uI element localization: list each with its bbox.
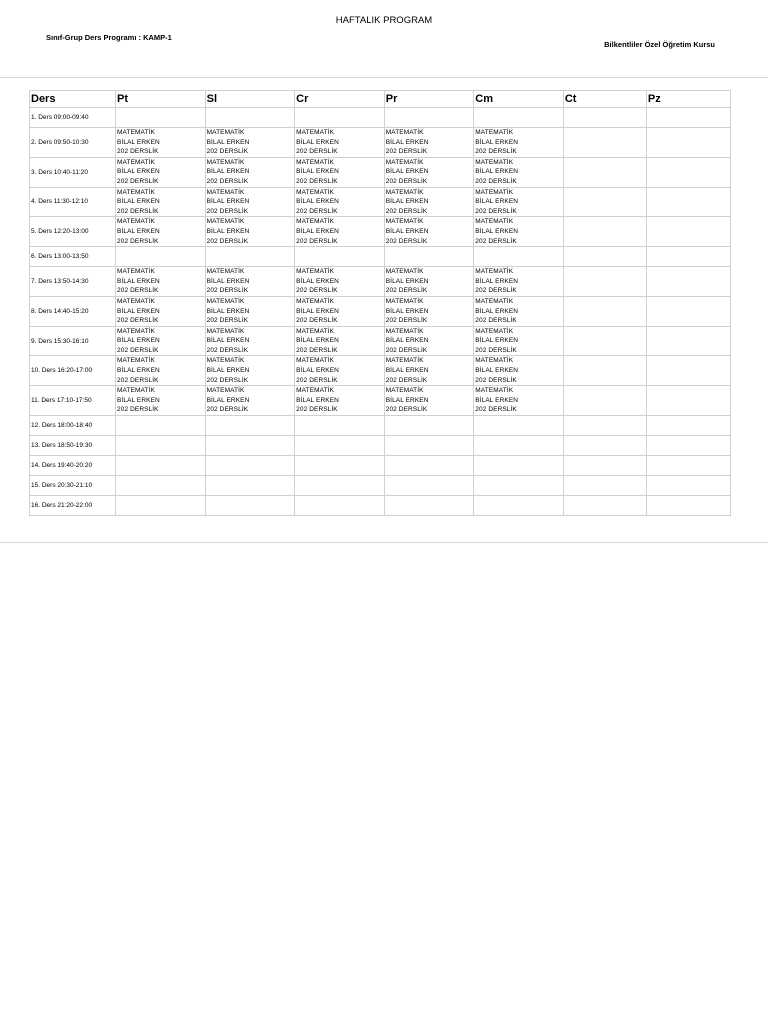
schedule-cell-pt	[116, 356, 206, 386]
lesson-teacher: BİLAL ERKEN	[206, 337, 250, 345]
lesson-room: 202 DERSLİK	[475, 406, 517, 414]
lesson-room: 202 DERSLİK	[296, 177, 338, 185]
schedule-cell-ct	[563, 386, 646, 416]
lesson-teacher: BİLAL ERKEN	[385, 396, 429, 404]
table-row	[30, 386, 731, 416]
schedule-cell-cr	[295, 157, 385, 187]
table-row	[30, 326, 731, 356]
schedule-cell-ct	[563, 456, 646, 476]
schedule-cell-cr	[295, 217, 385, 247]
lesson-slot: 15. Ders 20:30-21:10	[30, 476, 116, 496]
lesson-room: 202 DERSLİK	[206, 406, 249, 414]
lesson-room: 202 DERSLİK	[475, 376, 517, 384]
lesson-teacher: BİLAL ERKEN	[296, 138, 339, 146]
schedule-cell-sl	[205, 356, 295, 386]
schedule-cell-pr	[384, 386, 474, 416]
schedule-cell-pz	[646, 296, 730, 326]
lesson-teacher: BİLAL ERKEN	[475, 277, 519, 285]
lesson-room: 202 DERSLİK	[475, 237, 517, 245]
schedule-cell-cm	[474, 187, 564, 217]
schedule-cell-cm	[474, 476, 564, 496]
lesson-teacher: BİLAL ERKEN	[117, 168, 160, 176]
lesson-room: 202 DERSLİK	[117, 207, 159, 215]
schedule-cell-sl	[205, 496, 295, 516]
schedule-cell-cm	[474, 356, 564, 386]
schedule-cell-pr	[384, 247, 474, 267]
lesson-room: 202 DERSLİK	[206, 148, 249, 156]
lesson-room: 202 DERSLİK	[206, 177, 249, 185]
schedule-cell-cr	[295, 267, 385, 297]
schedule-cell-cr	[295, 108, 385, 128]
schedule-cell-pz	[646, 416, 730, 436]
schedule-cell-cr	[295, 416, 385, 436]
lesson-subject: MATEMATİK	[206, 129, 245, 136]
lesson-subject: MATEMATİK	[117, 158, 155, 166]
lesson-subject: MATEMATİK	[475, 297, 514, 305]
lesson-teacher: BİLAL ERKEN	[206, 198, 250, 206]
schedule-cell-cm	[474, 456, 564, 476]
schedule-cell-cr	[295, 187, 385, 217]
schedule-cell-pz	[646, 476, 730, 496]
schedule-cell-pz	[646, 247, 730, 267]
lesson-subject: MATEMATİK	[475, 158, 514, 166]
schedule-cell-cr	[295, 476, 385, 496]
lesson-subject: MATEMATİK	[296, 297, 335, 305]
lesson-subject: MATEMATİK	[385, 297, 424, 305]
lesson-slot: 13. Ders 18:50-19:30	[30, 436, 116, 456]
header-row	[30, 91, 731, 108]
lesson-room: 202 DERSLİK	[117, 346, 159, 354]
table-row	[30, 157, 731, 187]
schedule-cell-cr	[295, 128, 385, 158]
schedule-cell-pr	[384, 416, 474, 436]
schedule-cell-sl	[205, 476, 295, 496]
lesson-teacher: BİLAL ERKEN	[296, 198, 339, 206]
schedule-cell-pz	[646, 157, 730, 187]
lesson-teacher: BİLAL ERKEN	[296, 277, 339, 285]
column-header-cm: Cm	[474, 91, 564, 108]
lesson-subject: MATEMATİK	[206, 357, 245, 365]
lesson-teacher: BİLAL ERKEN	[385, 307, 429, 315]
lesson-subject: MATEMATİK	[385, 357, 424, 365]
table-row	[30, 496, 731, 516]
schedule-cell-pz	[646, 496, 730, 516]
schedule-cell-sl	[205, 416, 295, 436]
lesson-room: 202 DERSLİK	[117, 376, 159, 384]
table-row	[30, 187, 731, 217]
lesson-slot: 4. Ders 11:30-12:10	[30, 187, 116, 217]
schedule-cell-pt	[116, 247, 206, 267]
institution-name: Bilkentliler Özel Öğretim Kursu	[604, 40, 715, 49]
lesson-subject: MATEMATİK	[206, 297, 245, 305]
schedule-cell-sl	[205, 436, 295, 456]
lesson-subject: MATEMATİK	[296, 129, 335, 136]
divider-top	[0, 77, 768, 78]
lesson-teacher: BİLAL ERKEN	[385, 168, 429, 176]
lesson-subject: MATEMATİK	[385, 327, 424, 335]
lesson-slot: 9. Ders 15:30-16:10	[30, 326, 116, 356]
lesson-subject: MATEMATİK	[206, 327, 245, 335]
table-row	[30, 456, 731, 476]
lesson-teacher: BİLAL ERKEN	[117, 367, 160, 375]
lesson-subject: MATEMATİK	[117, 188, 155, 196]
table-row	[30, 217, 731, 247]
lesson-subject: MATEMATİK	[475, 129, 514, 136]
schedule-cell-pz	[646, 436, 730, 456]
lesson-teacher: BİLAL ERKEN	[206, 277, 250, 285]
lesson-subject: MATEMATİK	[475, 188, 514, 196]
schedule-cell-pr	[384, 187, 474, 217]
lesson-slot: 12. Ders 18:00-18:40	[30, 416, 116, 436]
schedule-cell-pz	[646, 128, 730, 158]
lesson-room: 202 DERSLİK	[385, 346, 428, 354]
schedule-cell-cr	[295, 326, 385, 356]
schedule-cell-pt	[116, 456, 206, 476]
lesson-room: 202 DERSLİK	[296, 346, 338, 354]
lesson-subject: MATEMATİK	[117, 129, 155, 136]
lesson-room: 202 DERSLİK	[117, 177, 159, 185]
lesson-teacher: BİLAL ERKEN	[117, 277, 160, 285]
column-header-sl: Sl	[205, 91, 295, 108]
schedule-cell-pz	[646, 386, 730, 416]
schedule-cell-cm	[474, 217, 564, 247]
lesson-room: 202 DERSLİK	[385, 237, 428, 245]
lesson-room: 202 DERSLİK	[117, 287, 159, 295]
schedule-cell-ct	[563, 267, 646, 297]
lesson-teacher: BİLAL ERKEN	[206, 138, 250, 146]
schedule-cell-cr	[295, 456, 385, 476]
table-row	[30, 128, 731, 158]
schedule-cell-cm	[474, 326, 564, 356]
lesson-slot: 8. Ders 14:40-15:20	[30, 296, 116, 326]
schedule-cell-cm	[474, 128, 564, 158]
schedule-cell-cr	[295, 496, 385, 516]
lesson-subject: MATEMATİK	[206, 387, 245, 395]
lesson-teacher: BİLAL ERKEN	[206, 168, 250, 176]
lesson-room: 202 DERSLİK	[206, 237, 249, 245]
schedule-cell-cm	[474, 386, 564, 416]
table-row	[30, 296, 731, 326]
schedule-cell-pt	[116, 496, 206, 516]
lesson-teacher: BİLAL ERKEN	[117, 138, 160, 146]
lesson-slot: 16. Ders 21:20-22:00	[30, 496, 116, 516]
lesson-subject: MATEMATİK	[296, 188, 335, 196]
schedule-cell-sl	[205, 267, 295, 297]
schedule-cell-ct	[563, 326, 646, 356]
table-row	[30, 247, 731, 267]
lesson-teacher: BİLAL ERKEN	[385, 227, 429, 235]
lesson-subject: MATEMATİK	[296, 218, 335, 226]
schedule-cell-pt	[116, 326, 206, 356]
lesson-teacher: BİLAL ERKEN	[117, 198, 160, 206]
schedule-cell-pt	[116, 187, 206, 217]
schedule-cell-ct	[563, 108, 646, 128]
lesson-teacher: BİLAL ERKEN	[385, 198, 429, 206]
schedule-cell-ct	[563, 247, 646, 267]
schedule-cell-pr	[384, 326, 474, 356]
lesson-room: 202 DERSLİK	[117, 406, 159, 414]
schedule-cell-cr	[295, 436, 385, 456]
schedule-cell-sl	[205, 157, 295, 187]
lesson-subject: MATEMATİK	[475, 387, 514, 395]
lesson-slot: 14. Ders 19:40-20:20	[30, 456, 116, 476]
lesson-room: 202 DERSLİK	[117, 317, 159, 325]
schedule-cell-cr	[295, 386, 385, 416]
schedule-cell-pt	[116, 267, 206, 297]
lesson-room: 202 DERSLİK	[296, 237, 338, 245]
schedule-cell-cr	[295, 356, 385, 386]
lesson-subject: MATEMATİK	[475, 218, 514, 226]
schedule-cell-pr	[384, 476, 474, 496]
lesson-room: 202 DERSLİK	[385, 207, 428, 215]
lesson-subject: MATEMATİK	[475, 357, 514, 365]
schedule-cell-pt	[116, 386, 206, 416]
lesson-subject: MATEMATİK	[117, 297, 155, 305]
schedule-cell-pt	[116, 108, 206, 128]
lesson-teacher: BİLAL ERKEN	[206, 396, 250, 404]
lesson-slot: 10. Ders 16:20-17:00	[30, 356, 116, 386]
schedule-cell-pt	[116, 157, 206, 187]
lesson-teacher: BİLAL ERKEN	[385, 138, 429, 146]
lesson-subject: MATEMATİK	[385, 387, 424, 395]
schedule-cell-cm	[474, 247, 564, 267]
lesson-teacher: BİLAL ERKEN	[296, 367, 339, 375]
schedule-cell-cm	[474, 436, 564, 456]
lesson-subject: MATEMATİK	[206, 268, 245, 276]
lesson-room: 202 DERSLİK	[206, 317, 249, 325]
lesson-room: 202 DERSLİK	[206, 287, 249, 295]
schedule-cell-ct	[563, 416, 646, 436]
schedule-cell-pz	[646, 456, 730, 476]
lesson-subject: MATEMATİK	[117, 327, 155, 335]
lesson-room: 202 DERSLİK	[296, 287, 338, 295]
schedule-cell-cm	[474, 267, 564, 297]
lesson-room: 202 DERSLİK	[296, 376, 338, 384]
schedule-cell-sl	[205, 108, 295, 128]
lesson-subject: MATEMATİK	[206, 188, 245, 196]
lesson-room: 202 DERSLİK	[206, 376, 249, 384]
table-row	[30, 476, 731, 496]
schedule-cell-ct	[563, 436, 646, 456]
lesson-subject: MATEMATİK	[475, 268, 514, 276]
schedule-cell-cr	[295, 247, 385, 267]
lesson-room: 202 DERSLİK	[117, 237, 159, 245]
lesson-teacher: BİLAL ERKEN	[475, 337, 519, 345]
schedule-cell-pt	[116, 416, 206, 436]
lesson-teacher: BİLAL ERKEN	[475, 227, 519, 235]
lesson-room: 202 DERSLİK	[206, 207, 249, 215]
lesson-room: 202 DERSLİK	[385, 317, 428, 325]
page-title: HAFTALIK PROGRAM	[335, 15, 433, 26]
lesson-teacher: BİLAL ERKEN	[117, 307, 160, 315]
lesson-teacher: BİLAL ERKEN	[385, 367, 429, 375]
schedule-cell-cm	[474, 496, 564, 516]
lesson-subject: MATEMATİK	[385, 268, 424, 276]
column-header-pz: Pz	[646, 91, 730, 108]
lesson-subject: MATEMATİK	[117, 357, 155, 365]
schedule-cell-cm	[474, 296, 564, 326]
lesson-subject: MATEMATİK	[385, 188, 424, 196]
table-row	[30, 436, 731, 456]
lesson-room: 202 DERSLİK	[385, 177, 428, 185]
lesson-teacher: BİLAL ERKEN	[117, 227, 160, 235]
lesson-teacher: BİLAL ERKEN	[475, 138, 519, 146]
lesson-subject: MATEMATİK	[296, 357, 335, 365]
lesson-room: 202 DERSLİK	[385, 287, 428, 295]
schedule-cell-sl	[205, 296, 295, 326]
lesson-room: 202 DERSLİK	[296, 406, 338, 414]
lesson-room: 202 DERSLİK	[296, 207, 338, 215]
schedule-cell-ct	[563, 187, 646, 217]
lesson-slot: 2. Ders 09:50-10:30	[30, 128, 116, 158]
schedule-cell-pr	[384, 157, 474, 187]
lesson-teacher: BİLAL ERKEN	[385, 277, 429, 285]
schedule-cell-pz	[646, 267, 730, 297]
lesson-teacher: BİLAL ERKEN	[296, 168, 339, 176]
schedule-cell-pt	[116, 217, 206, 247]
schedule-cell-pz	[646, 326, 730, 356]
lesson-teacher: BİLAL ERKEN	[296, 396, 339, 404]
lesson-subject: MATEMATİK	[296, 268, 335, 276]
schedule-cell-sl	[205, 217, 295, 247]
schedule-cell-sl	[205, 326, 295, 356]
lesson-room: 202 DERSLİK	[475, 207, 517, 215]
schedule-cell-cm	[474, 108, 564, 128]
schedule-cell-pz	[646, 108, 730, 128]
schedule-cell-pz	[646, 217, 730, 247]
column-header-ders: Ders	[30, 91, 116, 108]
schedule-cell-pz	[646, 356, 730, 386]
schedule-cell-sl	[205, 247, 295, 267]
schedule-cell-pr	[384, 356, 474, 386]
lesson-teacher: BİLAL ERKEN	[475, 396, 519, 404]
schedule-cell-sl	[205, 456, 295, 476]
lesson-room: 202 DERSLİK	[296, 148, 338, 156]
lesson-teacher: BİLAL ERKEN	[206, 307, 250, 315]
schedule-cell-pr	[384, 108, 474, 128]
schedule-cell-pr	[384, 267, 474, 297]
schedule-cell-ct	[563, 157, 646, 187]
lesson-teacher: BİLAL ERKEN	[475, 307, 519, 315]
column-header-pt: Pt	[116, 91, 206, 108]
column-header-cr: Cr	[295, 91, 385, 108]
lesson-teacher: BİLAL ERKEN	[296, 337, 339, 345]
table-row	[30, 416, 731, 436]
lesson-teacher: BİLAL ERKEN	[206, 227, 250, 235]
lesson-room: 202 DERSLİK	[475, 317, 517, 325]
lesson-room: 202 DERSLİK	[475, 287, 517, 295]
lesson-slot: 1. Ders 09:00-09:40	[30, 108, 116, 128]
schedule-cell-pr	[384, 456, 474, 476]
lesson-teacher: BİLAL ERKEN	[206, 367, 250, 375]
lesson-teacher: BİLAL ERKEN	[117, 337, 160, 345]
lesson-room: 202 DERSLİK	[117, 148, 159, 156]
column-header-pr: Pr	[384, 91, 474, 108]
schedule-cell-ct	[563, 496, 646, 516]
lesson-room: 202 DERSLİK	[206, 346, 249, 354]
divider-bottom	[0, 542, 768, 543]
lesson-subject: MATEMATİK	[117, 268, 155, 276]
schedule-cell-ct	[563, 476, 646, 496]
lesson-slot: 5. Ders 12:20-13:00	[30, 217, 116, 247]
lesson-subject: MATEMATİK	[117, 218, 155, 226]
schedule-cell-sl	[205, 128, 295, 158]
lesson-teacher: BİLAL ERKEN	[117, 396, 160, 404]
schedule-cell-pr	[384, 436, 474, 456]
lesson-room: 202 DERSLİK	[385, 148, 428, 156]
schedule-cell-pt	[116, 436, 206, 456]
lesson-slot: 7. Ders 13:50-14:30	[30, 267, 116, 297]
lesson-room: 202 DERSLİK	[385, 406, 428, 414]
schedule-cell-cm	[474, 157, 564, 187]
group-label: Sınıf-Grup Ders Programı : KAMP-1	[46, 33, 172, 42]
schedule-cell-ct	[563, 217, 646, 247]
schedule-cell-pr	[384, 217, 474, 247]
lesson-subject: MATEMATİK	[117, 387, 155, 395]
lesson-subject: MATEMATİK	[385, 218, 424, 226]
lesson-teacher: BİLAL ERKEN	[296, 307, 339, 315]
schedule-table	[29, 90, 731, 516]
lesson-subject: MATEMATİK	[206, 218, 245, 226]
table-row	[30, 356, 731, 386]
schedule-cell-pr	[384, 496, 474, 516]
schedule-cell-pz	[646, 187, 730, 217]
lesson-room: 202 DERSLİK	[296, 317, 338, 325]
lesson-subject: MATEMATİK	[385, 129, 424, 136]
schedule-cell-ct	[563, 128, 646, 158]
table-row	[30, 108, 731, 128]
lesson-room: 202 DERSLİK	[475, 177, 517, 185]
schedule-cell-pr	[384, 296, 474, 326]
schedule-cell-cm	[474, 416, 564, 436]
schedule-cell-sl	[205, 187, 295, 217]
schedule-body	[30, 108, 731, 516]
lesson-subject: MATEMATİK	[206, 158, 245, 166]
schedule-cell-ct	[563, 356, 646, 386]
table-row	[30, 267, 731, 297]
schedule-cell-pr	[384, 128, 474, 158]
lesson-subject: MATEMATİK	[385, 158, 424, 166]
lesson-teacher: BİLAL ERKEN	[475, 367, 519, 375]
lesson-room: 202 DERSLİK	[475, 346, 517, 354]
schedule-cell-pt	[116, 128, 206, 158]
schedule-cell-cr	[295, 296, 385, 326]
schedule-cell-ct	[563, 296, 646, 326]
lesson-slot: 11. Ders 17:10-17:50	[30, 386, 116, 416]
lesson-subject: MATEMATİK	[296, 387, 335, 395]
lesson-teacher: BİLAL ERKEN	[385, 337, 429, 345]
column-header-ct: Ct	[563, 91, 646, 108]
lesson-subject: MATEMATİK	[475, 327, 514, 335]
lesson-room: 202 DERSLİK	[385, 376, 428, 384]
schedule-cell-pt	[116, 476, 206, 496]
lesson-slot: 3. Ders 10:40-11:20	[30, 157, 116, 187]
schedule-cell-pt	[116, 296, 206, 326]
lesson-subject: MATEMATİK	[296, 158, 335, 166]
lesson-teacher: BİLAL ERKEN	[475, 198, 519, 206]
schedule-cell-sl	[205, 386, 295, 416]
lesson-teacher: BİLAL ERKEN	[475, 168, 519, 176]
lesson-room: 202 DERSLİK	[475, 148, 517, 156]
lesson-subject: MATEMATİK	[296, 327, 335, 335]
lesson-slot: 6. Ders 13:00-13:50	[30, 247, 116, 267]
lesson-teacher: BİLAL ERKEN	[296, 227, 339, 235]
